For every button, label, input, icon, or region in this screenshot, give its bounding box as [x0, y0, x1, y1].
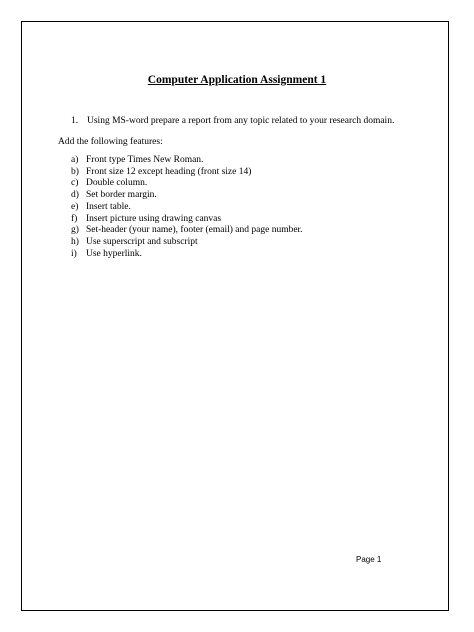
feature-item — [71, 225, 303, 237]
features-intro: Add the following features: — [58, 137, 163, 147]
feature-label: i) — [71, 248, 77, 259]
feature-text: Set-header (your name), footer (email) and page number. — [86, 225, 303, 236]
feature-label: g) — [71, 225, 79, 236]
task-text: Using MS-word prepare a report from any topic related to your research domain. — [87, 116, 395, 126]
feature-text: Use hyperlink. — [86, 248, 142, 259]
task-number: 1. — [71, 116, 79, 126]
feature-item — [71, 190, 303, 202]
feature-item — [71, 249, 303, 261]
feature-text: Insert table. — [86, 201, 131, 212]
feature-label: f) — [71, 213, 78, 224]
feature-label: c) — [71, 178, 79, 189]
feature-item — [71, 178, 303, 190]
document-title: Computer Application Assignment 1 — [147, 74, 327, 86]
feature-label: a) — [71, 155, 79, 165]
feature-text: Use superscript and subscript — [86, 236, 198, 247]
feature-item — [71, 155, 303, 167]
features-list — [71, 155, 303, 260]
page-number: Page 1 — [356, 555, 382, 564]
page-border — [21, 21, 449, 611]
feature-text: Set border margin. — [86, 190, 157, 201]
feature-label: e) — [71, 201, 79, 212]
feature-text: Insert picture using drawing canvas — [86, 213, 222, 224]
task-item — [71, 116, 394, 126]
feature-text: Front type Times New Roman. — [86, 155, 204, 165]
feature-label: b) — [71, 166, 79, 177]
feature-item — [71, 202, 303, 214]
feature-label: d) — [71, 190, 79, 201]
feature-text: Front size 12 except heading (front size 14) — [86, 166, 252, 177]
feature-label: h) — [71, 236, 79, 247]
feature-text: Double column. — [86, 178, 148, 189]
feature-item — [71, 167, 303, 179]
feature-item — [71, 214, 303, 226]
feature-item — [71, 237, 303, 249]
